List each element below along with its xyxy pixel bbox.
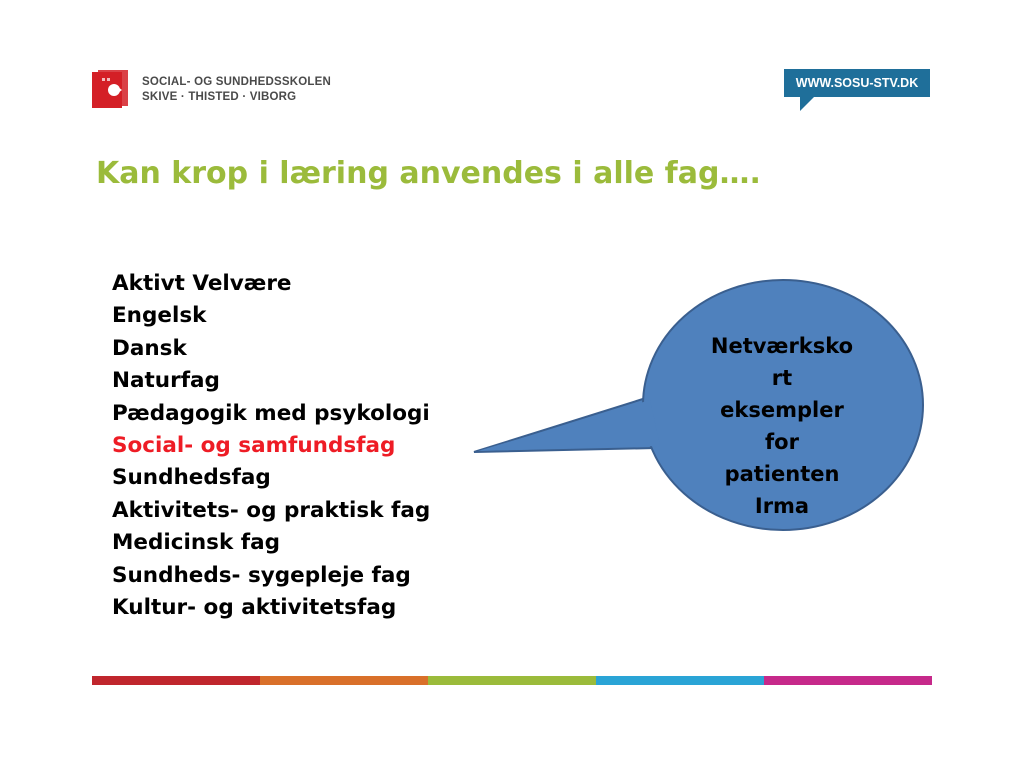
callout-line: Irma xyxy=(754,494,810,518)
school-name-line2: SKIVE · THISTED · VIBORG xyxy=(142,91,297,103)
callout-line: Netværksko xyxy=(710,334,854,358)
list-item: Sundheds- sygepleje fag xyxy=(112,562,411,588)
callout-text xyxy=(690,330,874,522)
callout-line: for xyxy=(765,430,799,454)
list-item: Aktivitets- og praktisk fag xyxy=(112,497,431,523)
footer-color-bar xyxy=(92,676,932,685)
footer-stripe-blue xyxy=(596,676,764,685)
list-item: Medicinsk fag xyxy=(112,530,280,556)
list-item: Sundhedsfag xyxy=(112,465,271,491)
slide-title: Kan krop i læring anvendes i alle fag…. xyxy=(96,156,761,191)
footer-stripe-red xyxy=(92,676,260,685)
list-item: Pædagogik med psykologi xyxy=(112,400,430,426)
list-item: Aktivt Velvære xyxy=(112,271,292,296)
callout-line: rt xyxy=(771,366,793,390)
list-item: Naturfag xyxy=(112,368,220,394)
footer-stripe-orange xyxy=(260,676,428,685)
callout-line: eksempler xyxy=(720,398,844,422)
website-link[interactable]: WWW.SOSU-STV.DK xyxy=(795,76,919,90)
footer-stripe-magenta xyxy=(764,676,932,685)
list-item-highlighted: Social- og samfundsfag xyxy=(112,433,396,459)
school-name-line1: SOCIAL- OG SUNDHEDSSKOLEN xyxy=(142,76,332,88)
list-item: Dansk xyxy=(112,335,187,361)
list-item: Engelsk xyxy=(112,303,207,329)
footer-stripe-green xyxy=(428,676,596,685)
callout-line: patienten xyxy=(724,462,840,486)
list-item: Kultur- og aktivitetsfag xyxy=(112,595,397,621)
